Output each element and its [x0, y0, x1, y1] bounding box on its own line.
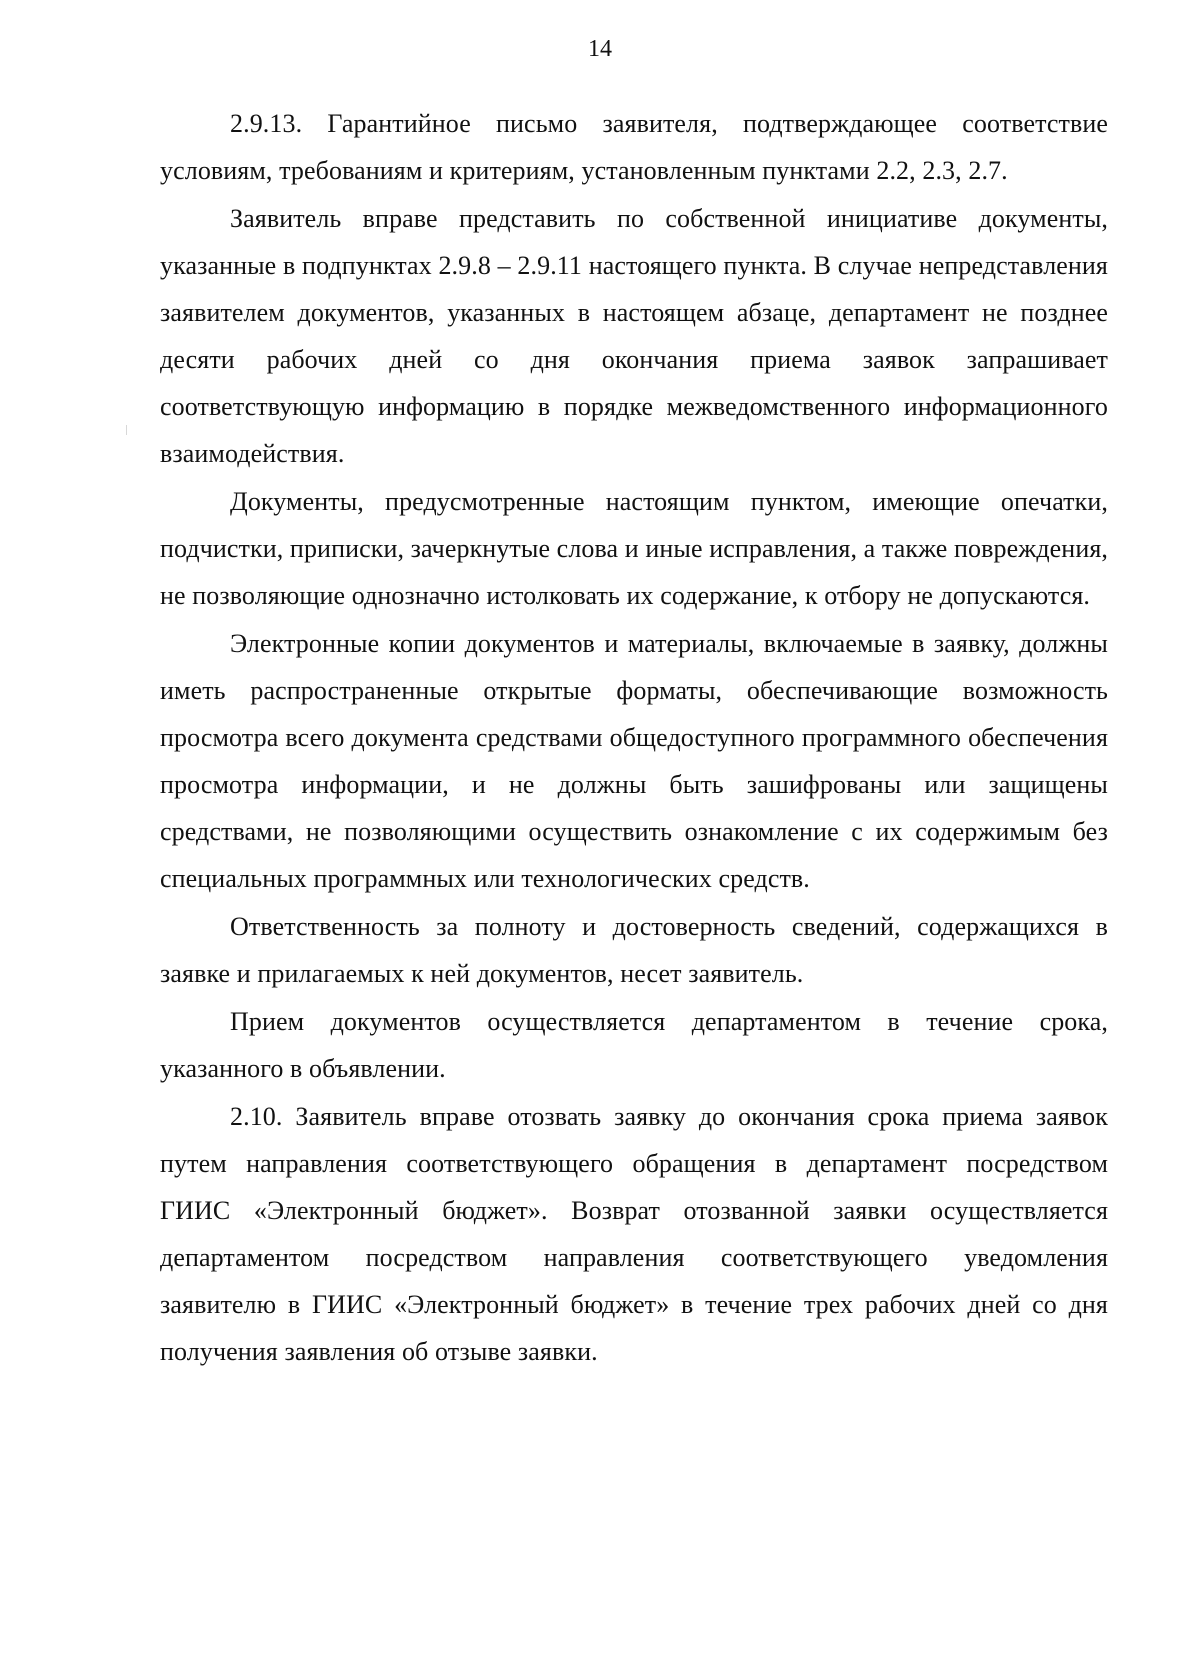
document-body: [160, 100, 1108, 1376]
page-number: 14: [588, 36, 612, 62]
paragraph-responsibility: Ответственность за полноту и достоверность сведений, содержащихся в заявке и прилагаемых к ней документов, несет заявитель.: [160, 912, 1108, 988]
scan-artifact: [126, 425, 127, 435]
paragraph-2-9-13: 2.9.13. Гарантийное письмо заявителя, подтверждающее соответствие условиям, требованиям и критериям, установленным пунктами 2.2, 2.3, 2.7.: [160, 109, 1108, 185]
paragraph-2-10: 2.10. Заявитель вправе отозвать заявку до окончания срока приема заявок путем направления соответствующего обращения в департамент посредством ГИИС «Электронный бюджет». Возврат отозванной заявки осуществляется департаментом посредством направления соответствующего уведомления заявителю в ГИИС «Электронный бюджет» в течение трех рабочих дней со дня получения заявления об отзыве заявки.: [160, 1102, 1108, 1366]
paragraph-document-intake: Прием документов осуществляется департаментом в течение срока, указанного в объявлении.: [160, 1007, 1108, 1083]
paragraph-documents-defects: Документы, предусмотренные настоящим пунктом, имеющие опечатки, подчистки, приписки, зачеркнутые слова и иные исправления, а также повреждения, не позволяющие однозначно истолковать их содержание, к отбору не допускаются.: [160, 487, 1108, 610]
paragraph-applicant-right: Заявитель вправе представить по собственной инициативе документы, указанные в подпунктах 2.9.8 – 2.9.11 настоящего пункта. В случае непредставления заявителем документов, указанных в настоящем абзаце, департамент не позднее десяти рабочих дней со дня окончания приема заявок запрашивает соответствующую информацию в порядке межведомственного информационного взаимодействия.: [160, 204, 1108, 468]
paragraph-electronic-copies: Электронные копии документов и материалы, включаемые в заявку, должны иметь распространенные открытые форматы, обеспечивающие возможность просмотра всего документа средствами общедоступного программного обеспечения просмотра информации, и не должны быть зашифрованы или защищены средствами, не позволяющими осуществить ознакомление с их содержимым без специальных программных или технологических средств.: [160, 629, 1108, 893]
